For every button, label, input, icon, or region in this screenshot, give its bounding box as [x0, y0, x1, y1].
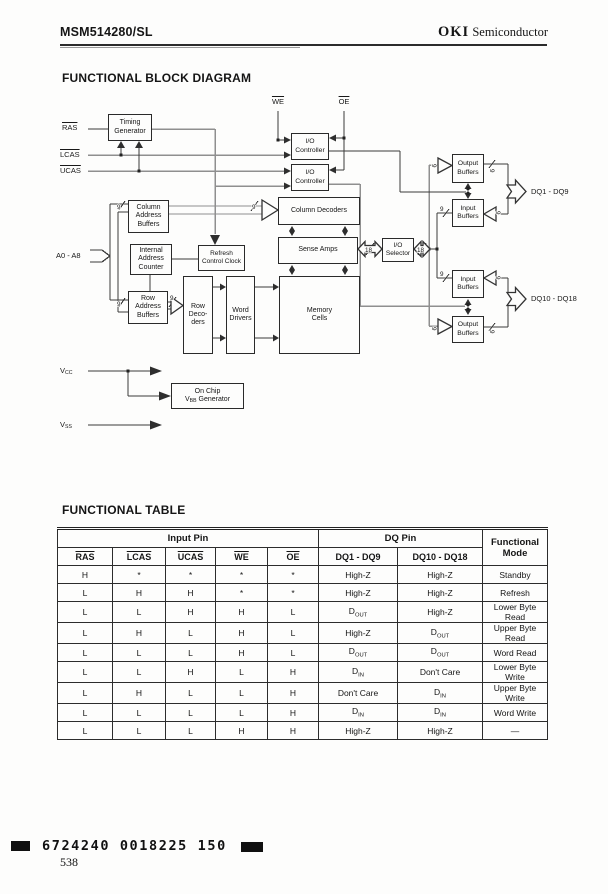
- table-pin-header-row: [58, 548, 548, 566]
- pin-state-cell: L: [113, 644, 166, 662]
- bus-width-9: 9: [440, 271, 444, 278]
- table-row: [58, 623, 548, 644]
- dq-state-cell: $D_{OUT}$: [319, 644, 398, 662]
- block-output-buffers-bottom: Output Buffers: [452, 316, 484, 343]
- a0-a8-label: A0 - A8: [56, 251, 81, 260]
- dq-state-cell: High-Z: [319, 566, 398, 584]
- bus-width-9: 9: [430, 164, 437, 168]
- functional-table: [57, 527, 548, 740]
- pin-state-cell: L: [58, 662, 113, 683]
- block-io-controller-1: I/O Controller: [291, 133, 329, 160]
- dq-state-cell: $D_{IN}$: [398, 704, 483, 722]
- dq-state-cell: High-Z: [319, 623, 398, 644]
- table-row: [58, 602, 548, 623]
- column-bus-arrow: [262, 200, 278, 220]
- pin-state-cell: *: [216, 566, 268, 584]
- block-sense-amps: Sense Amps: [278, 237, 358, 264]
- block-io-selector: I/O Selector: [382, 238, 414, 262]
- ras-label: $\overline{RAS}$: [62, 123, 78, 132]
- ucas-label: UCAS: [60, 166, 81, 175]
- dq-state-cell: $D_{IN}$: [319, 704, 398, 722]
- pin-state-cell: L: [166, 623, 216, 644]
- pin-state-cell: L: [113, 722, 166, 740]
- vss-label: [60, 420, 72, 432]
- pin-state-cell: H: [166, 662, 216, 683]
- table-row: [58, 722, 548, 740]
- pin-state-cell: L: [268, 602, 319, 623]
- table-row: [58, 683, 548, 704]
- pin-state-cell: L: [113, 602, 166, 623]
- dq-state-cell: Don't Care: [398, 662, 483, 683]
- bus-width-9: 9: [494, 276, 501, 280]
- block-timing-generator: Timing Generator: [108, 114, 152, 141]
- pin-state-cell: *: [268, 584, 319, 602]
- bus-width-18: 18: [365, 247, 373, 254]
- vbb-generator-sub: BB: [189, 398, 197, 404]
- bus-width-9: 9: [252, 204, 256, 211]
- footer-code: 6724240 0018225 150: [42, 838, 227, 854]
- block-word-drivers: Word Drivers: [226, 276, 255, 354]
- ucas-header-text: UCAS: [177, 551, 204, 562]
- we-header-text: $\overline{WE}$: [234, 551, 249, 562]
- dq-state-cell: High-Z: [398, 566, 483, 584]
- brand-suffix: Semiconductor: [469, 25, 548, 39]
- pin-state-cell: L: [166, 704, 216, 722]
- pin-state-cell: L: [216, 662, 268, 683]
- pin-state-cell: L: [216, 704, 268, 722]
- pin-state-cell: L: [113, 662, 166, 683]
- functional-mode-cell: Standby: [483, 566, 548, 584]
- pin-state-cell: H: [166, 602, 216, 623]
- vcc-base: V: [60, 366, 66, 375]
- block-column-decoders: Column Decoders: [278, 197, 360, 225]
- lcas-header-text: LCAS: [126, 551, 152, 562]
- pin-state-cell: L: [58, 602, 113, 623]
- pin-state-cell: H: [113, 584, 166, 602]
- dq10-dq18-column-header: DQ10 - DQ18: [398, 548, 483, 566]
- oe-label: $\overline{OE}$: [338, 97, 350, 106]
- output-buffers-bottom-arrow: [438, 319, 452, 334]
- ucas-column-header: [166, 548, 216, 566]
- dq-state-cell: $D_{OUT}$: [398, 623, 483, 644]
- vcc-label: [60, 366, 73, 378]
- block-internal-address-counter: Internal Address Counter: [130, 244, 172, 275]
- footer-bar-right: [241, 842, 263, 852]
- functional-mode-cell: Lower Byte Read: [483, 602, 548, 623]
- dq-state-cell: High-Z: [319, 722, 398, 740]
- table-row: [58, 644, 548, 662]
- dq-pin-group-header: DQ Pin: [319, 529, 483, 548]
- pin-state-cell: *: [166, 566, 216, 584]
- pin-state-cell: L: [58, 704, 113, 722]
- pin-state-cell: L: [166, 644, 216, 662]
- oe-column-header: [268, 548, 319, 566]
- block-column-address-buffers: Column Address Buffers: [128, 200, 169, 233]
- ras-header-text: $\overline{RAS}$: [75, 551, 95, 562]
- block-row-decoders: Row Deco- ders: [183, 276, 213, 354]
- dq-state-cell: High-Z: [398, 602, 483, 623]
- pin-state-cell: H: [268, 662, 319, 683]
- pin-state-cell: H: [268, 683, 319, 704]
- vbb-generator-v: V: [184, 396, 190, 403]
- functional-mode-cell: Word Write: [483, 704, 548, 722]
- pin-state-cell: H: [216, 602, 268, 623]
- footer-bar-left: [11, 841, 30, 851]
- pin-state-cell: *: [216, 584, 268, 602]
- block-input-buffers-top: Input Buffers: [452, 199, 484, 227]
- pin-state-cell: H: [216, 722, 268, 740]
- vbb-generator-rest: Generator: [196, 396, 231, 403]
- dq1-dq9-label: DQ1 - DQ9: [531, 187, 569, 196]
- bus-width-9: 9: [488, 330, 495, 334]
- block-refresh-control-clock: Refresh Control Clock: [198, 245, 245, 271]
- block-row-address-buffers: Row Address Buffers: [128, 291, 168, 324]
- dq-state-cell: High-Z: [398, 584, 483, 602]
- pin-state-cell: *: [268, 566, 319, 584]
- pin-state-cell: L: [58, 584, 113, 602]
- block-diagram-title: FUNCTIONAL BLOCK DIAGRAM: [62, 71, 252, 85]
- functional-mode-header: Functional Mode: [483, 529, 548, 566]
- table-row: [58, 584, 548, 602]
- pin-state-cell: H: [216, 644, 268, 662]
- dq-state-cell: High-Z: [319, 584, 398, 602]
- dq-state-cell: $D_{IN}$: [319, 662, 398, 683]
- output-buffers-top-arrow: [438, 158, 452, 173]
- table-row: [58, 704, 548, 722]
- table-row: [58, 566, 548, 584]
- pin-state-cell: L: [166, 683, 216, 704]
- bus-width-9: 9: [117, 204, 121, 211]
- pin-state-cell: H: [216, 623, 268, 644]
- part-number: MSM514280/SL: [60, 25, 153, 39]
- block-io-controller-2: I/O Controller: [291, 164, 329, 191]
- page-number: 538: [60, 855, 78, 869]
- ras-column-header: [58, 548, 113, 566]
- functional-mode-cell: Upper Byte Write: [483, 683, 548, 704]
- bus-width-9: 9: [440, 206, 444, 213]
- vcc-sub: CC: [65, 370, 73, 376]
- dq-state-cell: High-Z: [398, 722, 483, 740]
- bus-width-9: 9: [170, 295, 174, 302]
- vbb-generator-line1: On Chip: [194, 387, 221, 395]
- pin-state-cell: L: [113, 704, 166, 722]
- dq10-dq18-label: DQ10 - DQ18: [531, 294, 577, 303]
- bus-width-9: 9: [430, 327, 437, 331]
- pin-state-cell: H: [113, 623, 166, 644]
- pin-state-cell: L: [216, 683, 268, 704]
- bus-width-9: 9: [117, 301, 121, 308]
- dq-state-cell: $D_{OUT}$: [398, 644, 483, 662]
- vss-base: V: [60, 420, 66, 429]
- pin-state-cell: H: [113, 683, 166, 704]
- pin-state-cell: H: [58, 566, 113, 584]
- oe-header-text: $\overline{OE}$: [286, 551, 300, 562]
- we-label: $\overline{WE}$: [271, 97, 285, 106]
- functional-mode-cell: Refresh: [483, 584, 548, 602]
- functional-mode-cell: Lower Byte Write: [483, 662, 548, 683]
- functional-mode-cell: —: [483, 722, 548, 740]
- vss-sub: SS: [65, 424, 72, 430]
- pin-state-cell: L: [58, 722, 113, 740]
- dq-state-cell: Don't Care: [319, 683, 398, 704]
- brand-oki: OKI: [437, 24, 470, 40]
- block-input-buffers-bottom: Input Buffers: [452, 270, 484, 298]
- functional-mode-cell: Word Read: [483, 644, 548, 662]
- pin-state-cell: H: [166, 584, 216, 602]
- pin-state-cell: L: [166, 722, 216, 740]
- pin-state-cell: L: [268, 623, 319, 644]
- bus-width-9: 9: [494, 211, 501, 215]
- column-address-bus: [169, 206, 263, 214]
- block-memory-cells: Memory Cells: [279, 276, 360, 354]
- bus-width-18: 18: [417, 247, 425, 254]
- table-group-header-row: [58, 529, 548, 548]
- pin-state-cell: L: [58, 644, 113, 662]
- lcas-column-header: [113, 548, 166, 566]
- dq10-dq18-port-arrow: [507, 288, 526, 311]
- we-column-header: [216, 548, 268, 566]
- dq1-dq9-port-arrow: [507, 180, 526, 203]
- pin-state-cell: L: [58, 683, 113, 704]
- lcas-label: LCAS: [60, 150, 80, 159]
- pin-state-cell: H: [268, 704, 319, 722]
- dq-state-cell: $D_{OUT}$: [319, 602, 398, 623]
- block-output-buffers-top: Output Buffers: [452, 154, 484, 183]
- table-row: [58, 662, 548, 683]
- pin-state-cell: H: [268, 722, 319, 740]
- functional-mode-cell: Upper Byte Read: [483, 623, 548, 644]
- input-pin-group-header: Input Pin: [58, 529, 319, 548]
- pin-state-cell: L: [58, 623, 113, 644]
- block-vbb-generator: [171, 383, 244, 409]
- dq-state-cell: $D_{IN}$: [398, 683, 483, 704]
- dq1-dq9-column-header: DQ1 - DQ9: [319, 548, 398, 566]
- bus-width-9: 9: [488, 169, 495, 173]
- pin-state-cell: L: [268, 644, 319, 662]
- pin-state-cell: *: [113, 566, 166, 584]
- functional-table-title: FUNCTIONAL TABLE: [62, 503, 186, 517]
